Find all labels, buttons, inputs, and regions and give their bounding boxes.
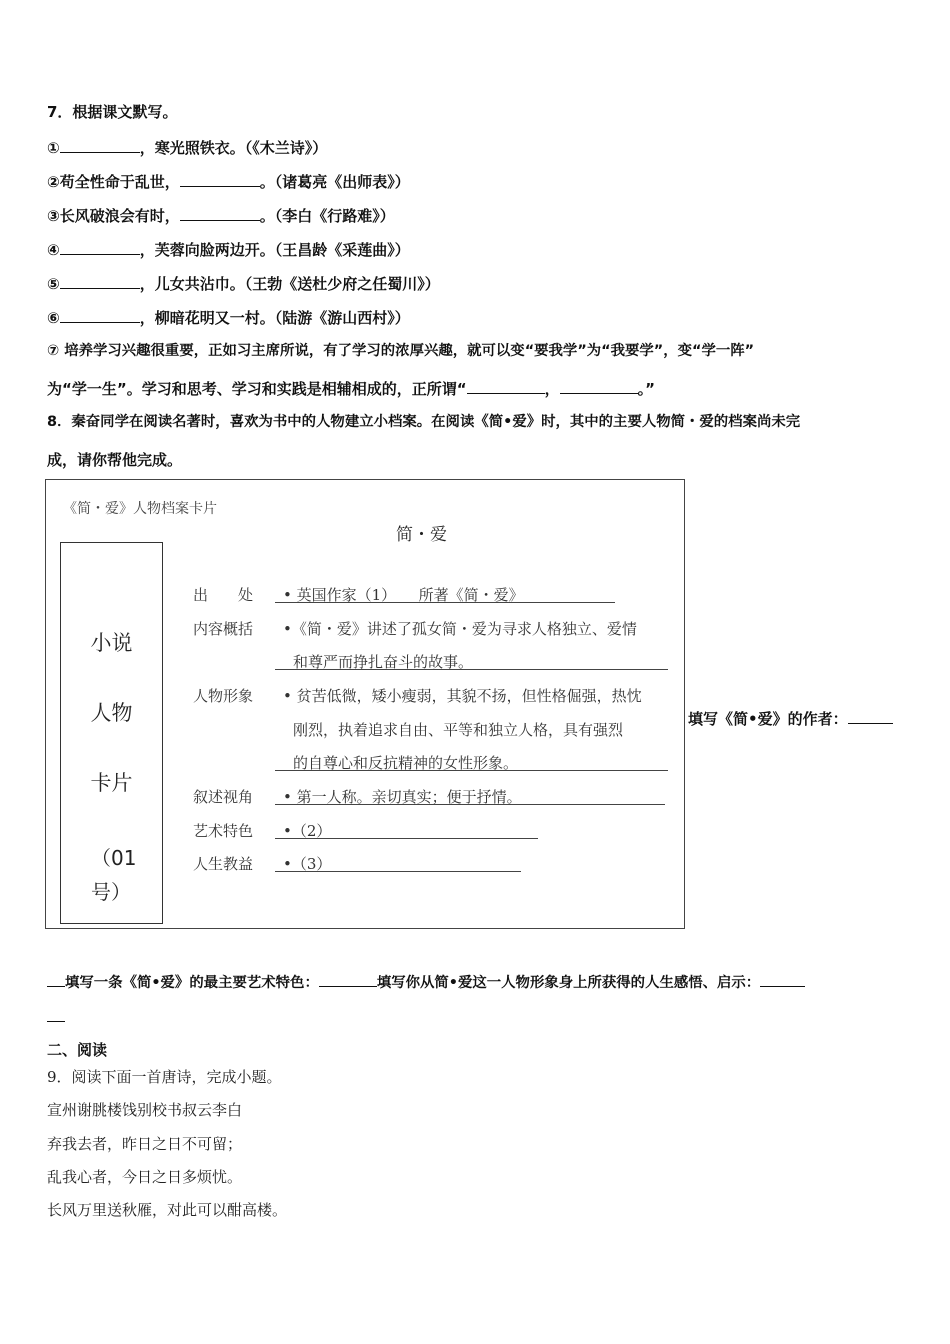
fill-blank[interactable] bbox=[848, 707, 893, 724]
fill-blank[interactable] bbox=[47, 970, 65, 987]
value-image-3: 的自尊心和反抗精神的女性形象。 bbox=[293, 754, 519, 772]
card-side-label bbox=[60, 542, 163, 924]
item-number: ② bbox=[47, 173, 60, 191]
q7-title: 7．根据课文默写。 bbox=[47, 103, 178, 121]
fill-blank[interactable] bbox=[60, 272, 140, 289]
q8-line1: 8．秦奋同学在阅读名著时，喜欢为书中的人物建立小档案。在阅读《简•爱》时，其中的主要人物简・爱的档案尚未完 bbox=[47, 414, 801, 430]
underline bbox=[275, 871, 521, 872]
item-text: ，儿女共沾巾。（王勃《送杜少府之任蜀川》） bbox=[139, 275, 440, 293]
author-prompt: 填写《简•爱》的作者： bbox=[688, 707, 893, 729]
poem-title: 宣州谢朓楼饯别校书叔云李白 bbox=[47, 1101, 243, 1119]
side-line-1: 小说 bbox=[90, 631, 133, 655]
card-caption: 《简・爱》人物档案卡片 bbox=[63, 501, 217, 517]
poem-line-1: 弃我去者，昨日之日不可留； bbox=[47, 1135, 243, 1153]
side-card-number: （01号） bbox=[91, 846, 137, 904]
underline bbox=[275, 602, 615, 603]
fill-blank[interactable] bbox=[60, 238, 140, 255]
label-image: 人物形象 bbox=[193, 687, 254, 705]
value-source: • 英国作家（1） 所著《简・爱》 bbox=[283, 586, 524, 604]
q7-item-3 bbox=[47, 204, 395, 226]
value-summary-2: 和尊严而挣扎奋斗的故事。 bbox=[293, 653, 474, 671]
q8-below-prompts: 填写一条《简•爱》的最主要艺术特色： 填写你从简•爱这一人物形象身上所获得的人生感悟、启示： bbox=[47, 970, 805, 993]
poem-line-2: 乱我心者，今日之日多烦忧。 bbox=[47, 1168, 243, 1186]
item-lead: 苟全性命于乱世， bbox=[59, 173, 180, 191]
value-lesson: •（3） bbox=[283, 855, 332, 873]
fill-blank[interactable] bbox=[760, 970, 805, 987]
item-number: ① bbox=[47, 139, 60, 157]
item-number: ③ bbox=[47, 207, 60, 225]
card-character-name: 简・爱 bbox=[396, 525, 447, 545]
value-art: •（2） bbox=[283, 822, 332, 840]
fill-blank[interactable] bbox=[180, 204, 260, 221]
q7-item-1 bbox=[47, 136, 327, 158]
value-view: • 第一人称。亲切真实；便于抒情。 bbox=[283, 788, 522, 806]
fill-blank[interactable] bbox=[180, 170, 260, 187]
value-image-2: 刚烈，执着追求自由、平等和独立人格，具有强烈 bbox=[293, 721, 624, 739]
underline bbox=[275, 838, 538, 839]
q8-line2: 成，请你帮他完成。 bbox=[47, 451, 183, 469]
fill-blank[interactable] bbox=[60, 306, 140, 323]
value-image-1: • 贫苦低微，矮小瘦弱，其貌不扬，但性格倔强，热忱 bbox=[283, 687, 642, 705]
item-number: ④ bbox=[47, 241, 60, 259]
label-view: 叙述视角 bbox=[193, 788, 254, 806]
label-lesson: 人生教益 bbox=[193, 855, 254, 873]
q7-item-2 bbox=[47, 170, 410, 192]
item-text: ，芙蓉向脸两边开。（王昌龄《采莲曲》） bbox=[139, 241, 410, 259]
q7-item-4 bbox=[47, 238, 410, 260]
character-profile-card bbox=[45, 479, 685, 929]
label-summary: 内容概括 bbox=[193, 620, 254, 638]
q7-item-6 bbox=[47, 306, 410, 328]
underline bbox=[275, 669, 668, 670]
label-source: 出 处 bbox=[193, 586, 254, 604]
fill-blank[interactable] bbox=[319, 970, 377, 987]
q7-item-7-line2: 为“学一生”。学习和思考、学习和实践是相辅相成的，正所谓“ ， 。” bbox=[47, 377, 655, 399]
item-lead: 长风破浪会有时， bbox=[59, 207, 180, 225]
label-art: 艺术特色 bbox=[193, 822, 254, 840]
fill-blank[interactable] bbox=[60, 136, 140, 153]
item-text: 。（诸葛亮《出师表》） bbox=[259, 173, 410, 191]
underline bbox=[275, 804, 665, 805]
fill-blank[interactable] bbox=[47, 1005, 65, 1022]
item-text: ，柳暗花明又一村。（陆游《游山西村》） bbox=[139, 309, 410, 327]
q8-continuation bbox=[47, 1005, 65, 1027]
fill-blank[interactable] bbox=[467, 377, 545, 394]
item-number: ⑤ bbox=[47, 275, 60, 293]
item-text: ，寒光照铁衣。（《木兰诗》） bbox=[139, 139, 328, 157]
q9-instruction: 9．阅读下面一首唐诗，完成小题。 bbox=[47, 1068, 282, 1086]
side-line-3: 卡片 bbox=[90, 771, 133, 795]
section-heading: 二、阅读 bbox=[47, 1041, 108, 1059]
underline bbox=[275, 770, 668, 771]
q7-item-5 bbox=[47, 272, 440, 294]
item-number: ⑥ bbox=[47, 309, 60, 327]
item-text: 。（李白《行路难》） bbox=[259, 207, 395, 225]
value-summary-1: •《简・爱》讲述了孤女简・爱为寻求人格独立、爱情 bbox=[283, 620, 637, 638]
q7-item-7-line1: ⑦ 培养学习兴趣很重要，正如习主席所说，有了学习的浓厚兴趣，就可以变“要我学”为“我要学”，变“学一阵” bbox=[47, 343, 755, 359]
fill-blank[interactable] bbox=[560, 377, 638, 394]
side-line-2: 人物 bbox=[90, 701, 133, 725]
poem-line-3: 长风万里送秋雁，对此可以酣高楼。 bbox=[47, 1201, 288, 1219]
